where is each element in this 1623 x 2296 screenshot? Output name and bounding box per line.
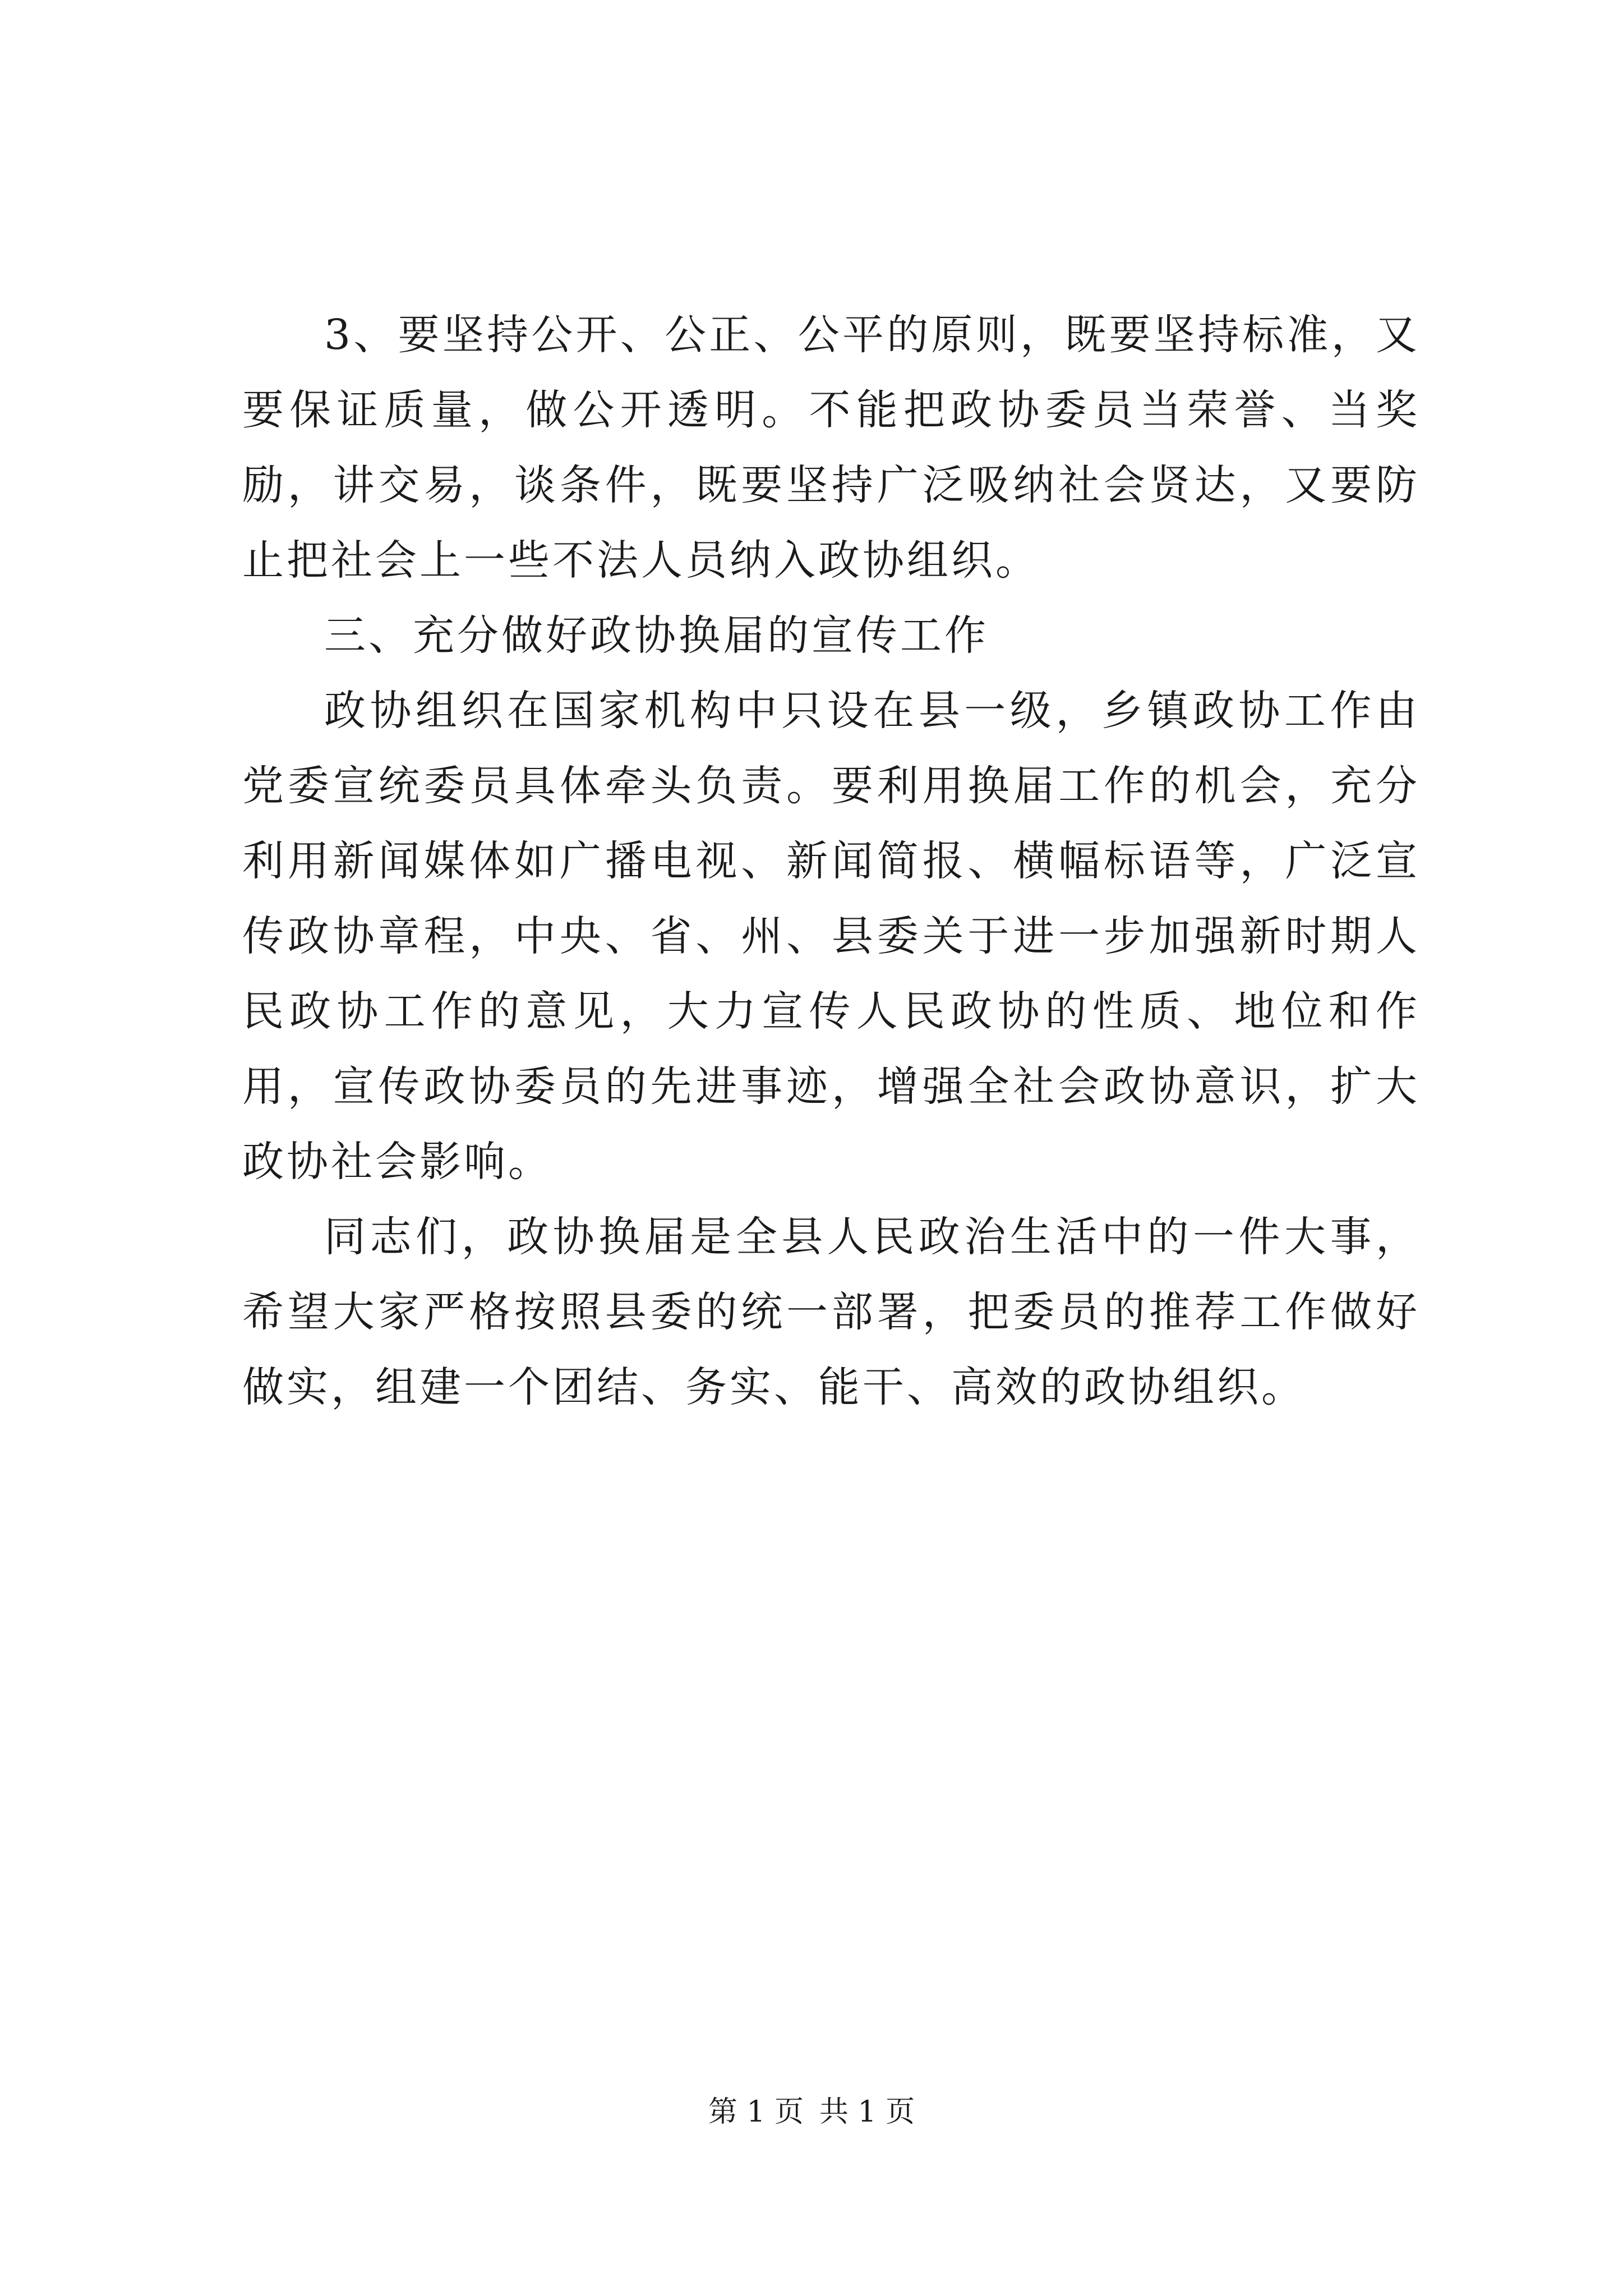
paragraph-item-3-principle: 3、要坚持公开、公正、公平的原则，既要坚持标准，又要保证质量，做公开透明。不能把政协委员当荣誉、当奖励，讲交易，谈条件，既要坚持广泛吸纳社会贤达，又要防止把社会上一些不法人员纳入政协组织。 bbox=[242, 311, 1420, 585]
paragraph-publicity-work: 政协组织在国家机构中只设在县一级，乡镇政协工作由党委宣统委员具体牵头负责。要利用换届工作的机会，充分利用新闻媒体如广播电视、新闻简报、横幅标语等，广泛宣传政协章程，中央、省、州、县委关于进一步加强新时期人民政协工作的意见，大力宣传人民政协的性质、地位和作用，宣传政协委员的先进事迹，增强全社会政协意识，扩大政协社会影响。 bbox=[242, 687, 1420, 1186]
paragraph-closing: 同志们，政协换届是全县人民政治生活中的一件大事，希望大家严格按照县委的统一部署，把委员的推荐工作做好做实，组建一个团结、务实、能干、高效的政协组织。 bbox=[242, 1213, 1420, 1411]
page-footer bbox=[0, 2092, 1623, 2132]
document-body bbox=[242, 297, 1420, 1425]
page-number: 第 1 页 bbox=[708, 2095, 804, 2129]
section-heading-publicity: 三、充分做好政协换届的宣传工作 bbox=[324, 611, 989, 660]
total-pages: 共 1 页 bbox=[819, 2095, 915, 2129]
